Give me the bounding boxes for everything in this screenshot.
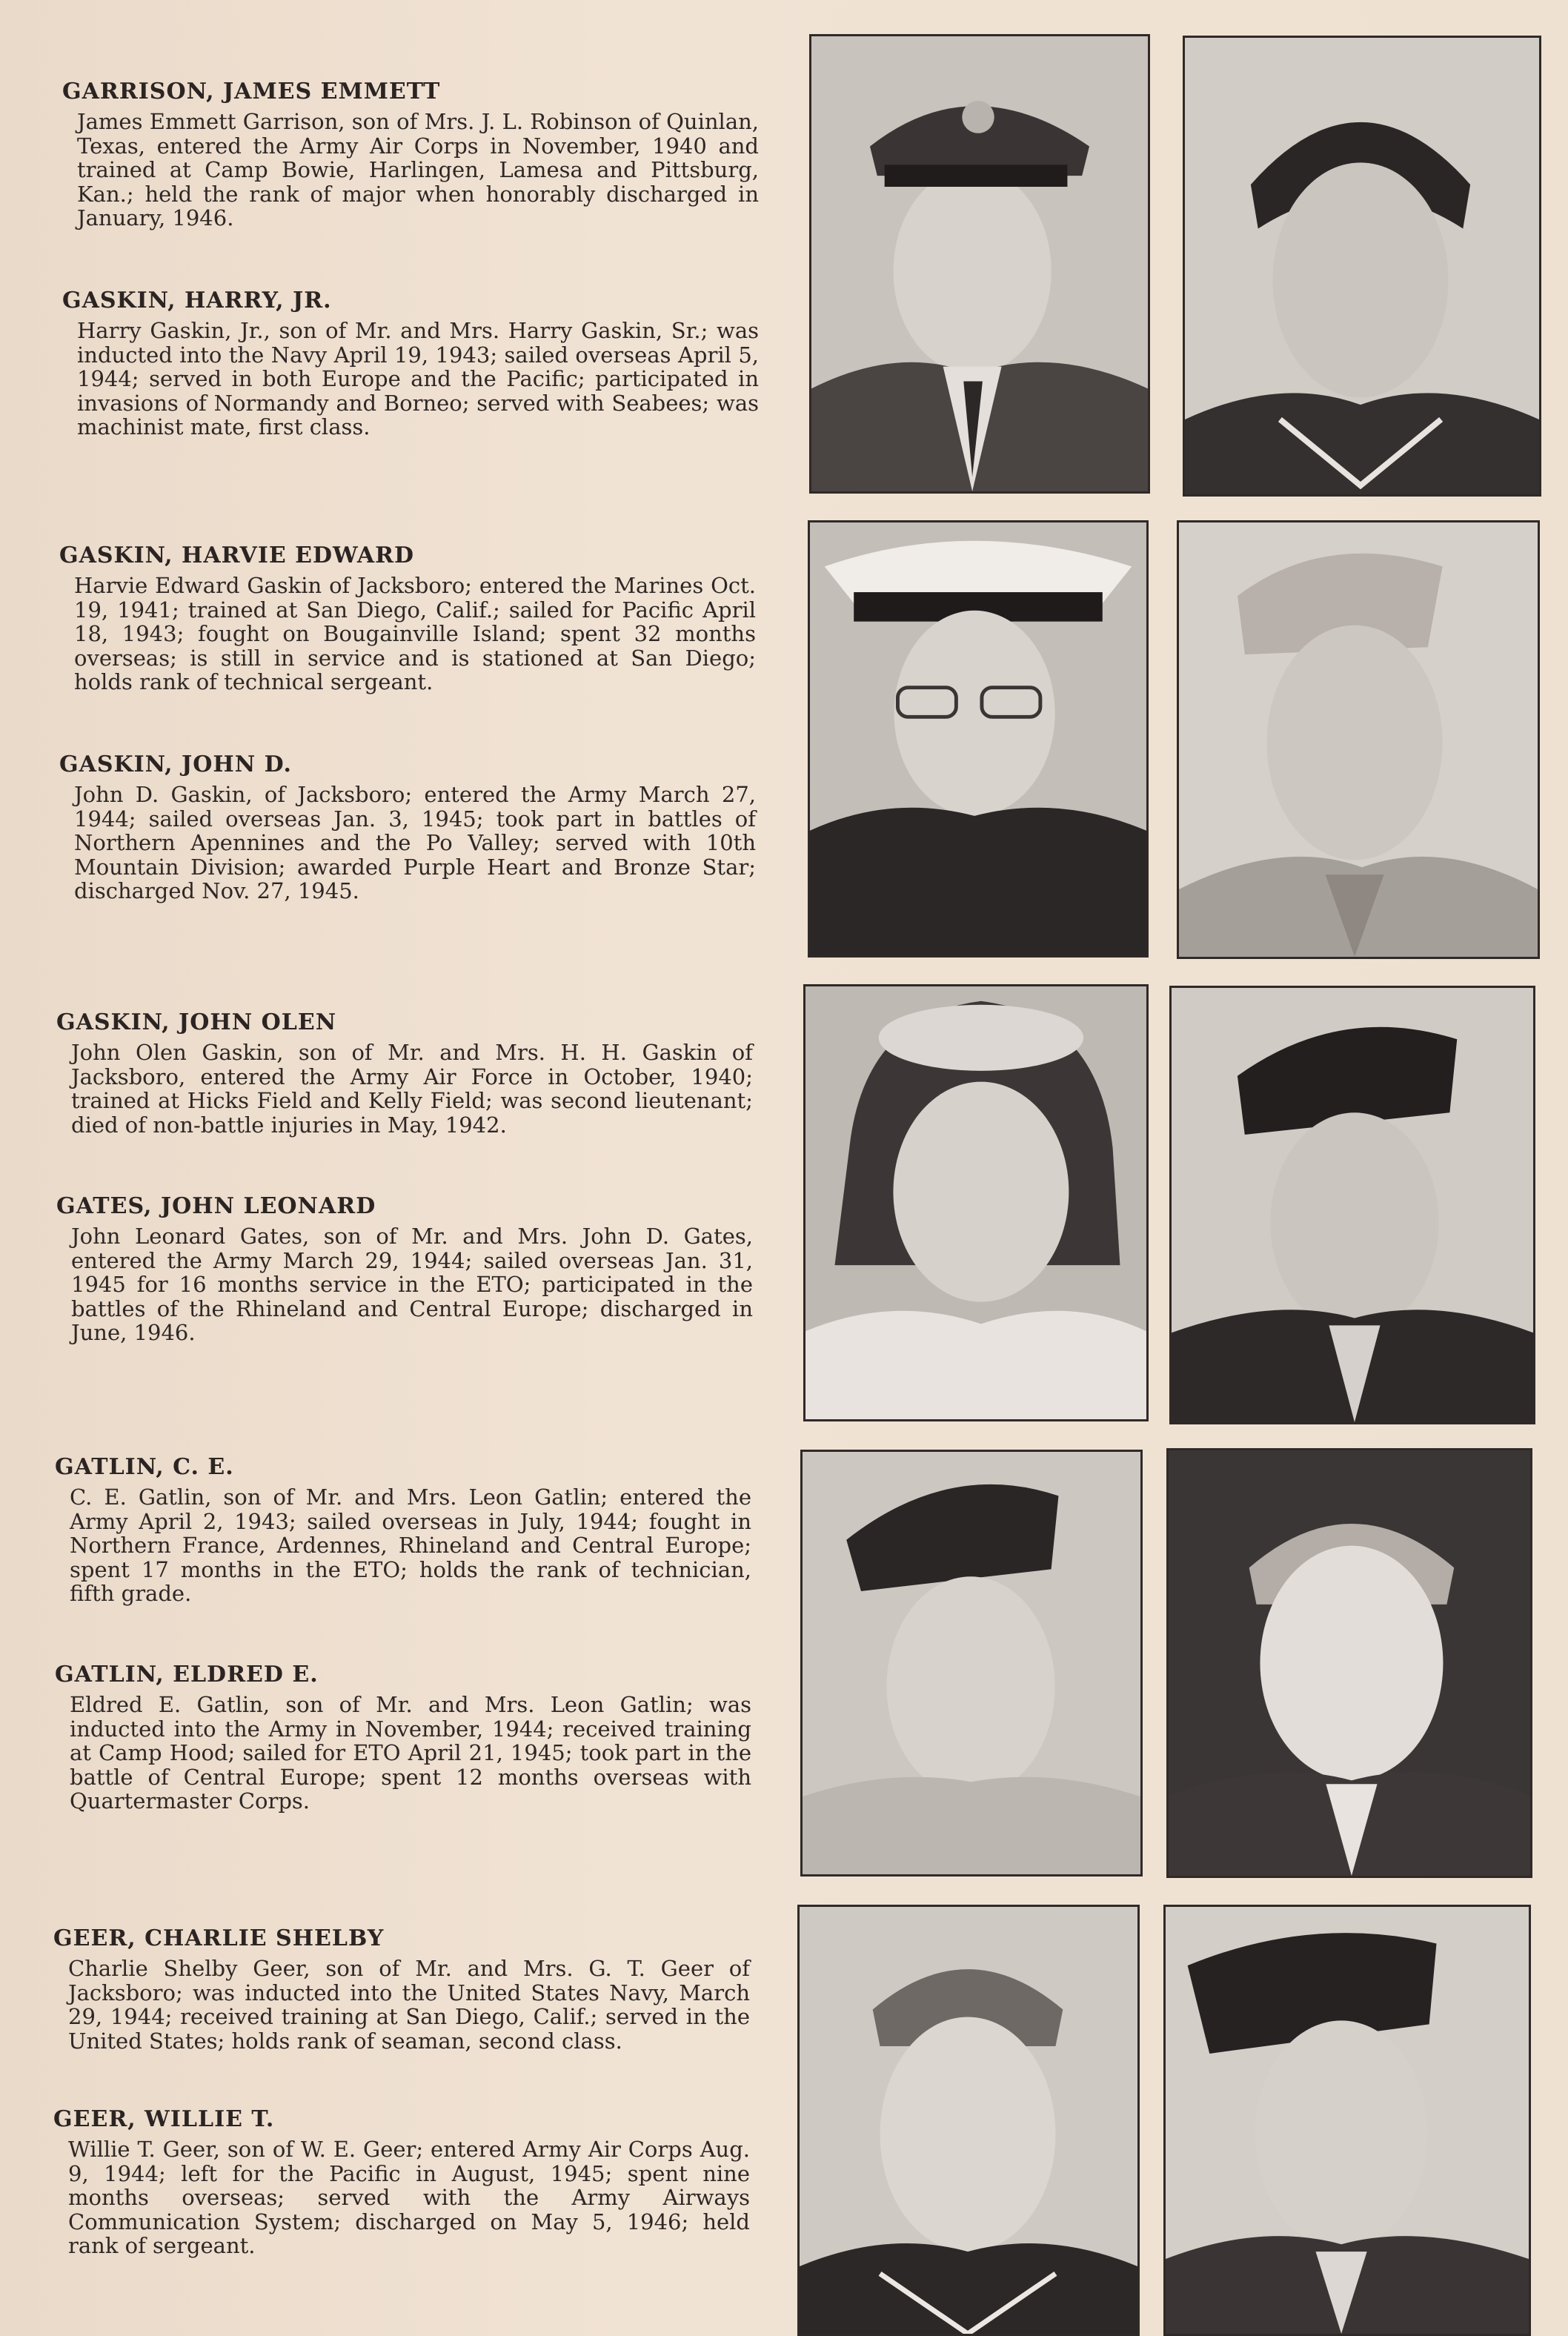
portrait-photo — [1177, 520, 1540, 959]
entry-name: GASKIN, JOHN OLEN — [56, 1009, 337, 1035]
entry-bio: C. E. Gatlin, son of Mr. and Mrs. Leon Gatlin; entered the Army April 2, 1943; sailed overseas in July, 1944; fought in Northern France, Ardennes, Rhineland and Central Europe; spent 17 months in the ETO; holds the rank of technician, fifth grade. — [70, 1484, 751, 1607]
entry-gaskin-john-olen — [56, 1009, 753, 1137]
marine-portrait-icon — [810, 522, 1146, 955]
entry-bio: Willie T. Geer, son of W. E. Geer; entered Army Air Corps Aug. 9, 1944; left for the Pacific in August, 1945; spent nine months overseas; served with the Army Airways Communication System; discharged on May 5, 1946; held rank of sergeant. — [68, 2137, 750, 2259]
soldier-garrison-cap-icon — [1179, 522, 1538, 957]
seaman-portrait-icon — [800, 1907, 1137, 2334]
entry-gates-john-leonard — [56, 1193, 753, 1345]
portrait-photo — [809, 34, 1150, 494]
entry-bio: John Leonard Gates, son of Mr. and Mrs. John D. Gates, entered the Army March 29, 1944; sailed overseas Jan. 31, 1945 for 16 months service in the ETO; participated in the battles of the Rhineland and Central Europe; discharged in June, 1946. — [71, 1224, 753, 1346]
entry-bio: Eldred E. Gatlin, son of Mr. and Mrs. Leon Gatlin; was inducted into the Army in November, 1944; received training at Camp Hood; sailed for ETO April 21, 1945; took part in the battle of Central Europe; spent 12 months overseas with Quartermaster Corps. — [70, 1692, 751, 1814]
portrait-photo — [1169, 986, 1535, 1424]
sailor-portrait-icon — [1185, 38, 1539, 494]
soldier-suit-portrait-icon — [1169, 1450, 1530, 1876]
portrait-photo — [808, 520, 1149, 958]
soldier-overseas-cap-icon — [803, 1452, 1140, 1874]
portrait-photo — [1183, 36, 1541, 497]
entry-name: GASKIN, JOHN D. — [59, 751, 292, 777]
entry-name: GATES, JOHN LEONARD — [56, 1193, 376, 1219]
entry-bio: Harvie Edward Gaskin of Jacksboro; entered the Marines Oct. 19, 1941; trained at San Diego, Calif.; sailed for Pacific April 18, 1943; fought on Bougainville Island; spent 32 months overseas; is still in service and is stationed at San Diego; holds rank of technical sergeant. — [74, 573, 756, 695]
entry-gaskin-john-d — [59, 751, 756, 903]
entry-bio: John Olen Gaskin, son of Mr. and Mrs. H. H. Gaskin of Jacksboro, entered the Army Air Force in October, 1940; trained at Hicks Field and Kelly Field; was second lieutenant; died of non-battle injuries in May, 1942. — [71, 1040, 753, 1138]
portrait-photo — [803, 984, 1149, 1421]
entry-gatlin-c-e — [55, 1454, 751, 1606]
entry-geer-charlie-shelby — [53, 1925, 750, 2053]
officer-portrait-icon — [811, 36, 1148, 491]
entry-bio: James Emmett Garrison, son of Mrs. J. L. Robinson of Quinlan, Texas, entered the Army Air Corps in November, 1940 and trained at Camp Bowie, Harlingen, Lamesa and Pittsburg, Kan.; held the rank of major when honorably discharged in January, 1946. — [77, 109, 759, 231]
entry-gaskin-harvie-edward — [59, 542, 756, 694]
sergeant-overseas-cap-icon — [1166, 1907, 1529, 2334]
entry-bio: John D. Gaskin, of Jacksboro; entered the Army March 27, 1944; sailed overseas Jan. 3, 1945; took part in battles of Northern Apennines and the Po Valley; served with 10th Mountain Division; awarded Purple Heart and Bronze Star; discharged Nov. 27, 1945. — [74, 782, 756, 904]
aviator-helmet-icon — [805, 986, 1146, 1419]
entry-gatlin-eldred-e — [55, 1662, 751, 1814]
entry-name: GATLIN, ELDRED E. — [55, 1662, 319, 1688]
entry-bio: Harry Gaskin, Jr., son of Mr. and Mrs. Harry Gaskin, Sr.; was inducted into the Navy April 19, 1943; sailed overseas April 5, 1944; served in both Europe and the Pacific; participated in invasions of Normandy and Borneo; served with Seabees; was machinist mate, first class. — [77, 318, 759, 440]
entry-garrison-james-emmett — [62, 79, 759, 230]
entry-name: GARRISON, JAMES EMMETT — [62, 79, 441, 104]
entry-name: GASKIN, HARRY, JR. — [62, 288, 332, 313]
portrait-photo — [797, 1905, 1140, 2336]
portrait-photo — [1163, 1905, 1531, 2336]
entry-name: GATLIN, C. E. — [55, 1454, 234, 1480]
entry-geer-willie-t — [53, 2106, 750, 2258]
soldier-overseas-cap-icon — [1172, 988, 1533, 1422]
entry-gaskin-harry-jr — [62, 288, 759, 439]
entry-name: GEER, WILLIE T. — [53, 2106, 275, 2132]
entry-name: GASKIN, HARVIE EDWARD — [59, 542, 415, 568]
entry-name: GEER, CHARLIE SHELBY — [53, 1925, 385, 1951]
portrait-photo — [1166, 1448, 1532, 1878]
entry-bio: Charlie Shelby Geer, son of Mr. and Mrs. G. T. Geer of Jacksboro; was inducted into the United States Navy, March 29, 1944; received training at San Diego, Calif.; served in the United States; holds rank of seaman, second class. — [68, 1956, 750, 2054]
portrait-photo — [800, 1450, 1143, 1877]
